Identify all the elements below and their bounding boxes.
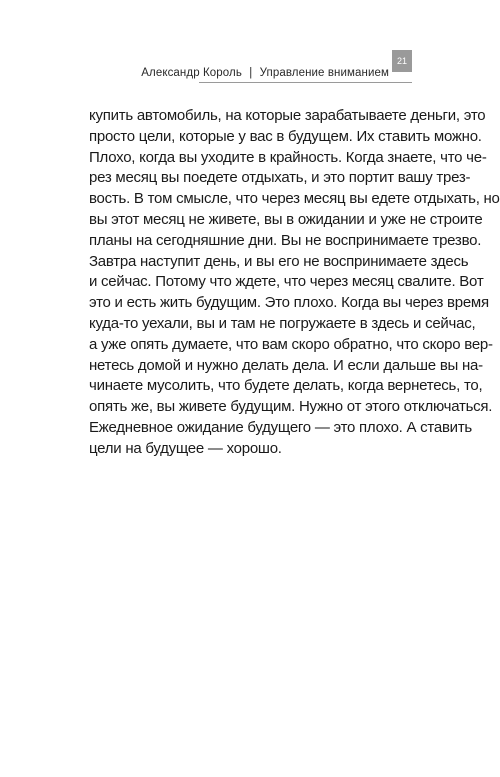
text-line: чинаете мусолить, что будете делать, когда вернетесь, то, [89, 377, 483, 395]
text-line: рез месяц вы поедете отдыхать, и это портит вашу трез- [89, 169, 471, 187]
header-separator: | [249, 67, 253, 79]
text-line: куда-то уехали, вы и там не погружаете в здесь и сейчас, [89, 314, 476, 332]
page-number-box [392, 50, 412, 72]
header-author: Александр Король [141, 67, 242, 79]
text-line: планы на сегодняшние дни. Вы не воспринимаете трезво. [89, 231, 482, 249]
text-line: вы этот месяц не живете, вы в ожидании и уже не строите [89, 210, 483, 228]
header-text [141, 66, 389, 80]
text-line: опять же, вы живете будущим. Нужно от этого отключаться. [89, 398, 493, 416]
text-line: Плохо, когда вы уходите в крайность. Когда знаете, что че- [89, 148, 487, 166]
text-line: и сейчас. Потому что ждете, что через месяц свалите. Вот [89, 273, 484, 291]
page-number: 21 [396, 56, 407, 66]
body-paragraph [89, 106, 500, 460]
text-line: цели на будущее — хорошо. [89, 439, 282, 457]
text-line: просто цели, которые у вас в будущем. Их ставить можно. [89, 127, 482, 145]
text-line: а уже опять думаете, что вам скоро обратно, что скоро вер- [89, 335, 493, 353]
running-header [0, 0, 500, 90]
text-line: купить автомобиль, на которые зарабатываете деньги, это [89, 107, 486, 124]
text-line: Завтра наступит день, и вы его не воспринимаете здесь [89, 252, 469, 270]
header-rule [199, 82, 412, 83]
text-line: Ежедневное ожидание будущего — это плохо. А ставить [89, 418, 472, 436]
text-line: это и есть жить будущим. Это плохо. Когда вы через время [89, 294, 489, 312]
header-book-title: Управление вниманием [259, 67, 389, 79]
text-line: нетесь домой и нужно делать дела. И если дальше вы на- [89, 356, 483, 374]
text-line: вость. В том смысле, что через месяц вы едете отдыхать, но [89, 190, 500, 208]
